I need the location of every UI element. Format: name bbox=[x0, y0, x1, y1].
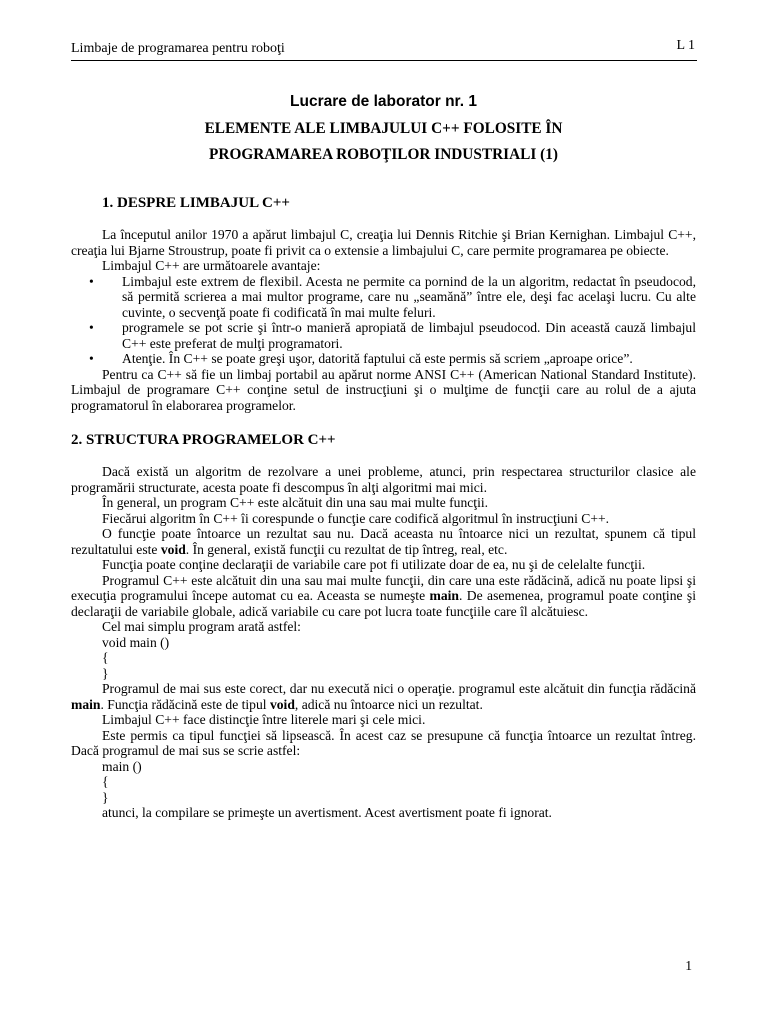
text-run: . De asemenea, programul poate conţine şi declaraţii de variabile globale, adică variabile cu care pot lucra toate funcţiile care îl alcătuiesc. bbox=[71, 588, 696, 619]
keyword-main: main bbox=[429, 588, 459, 603]
text-run: . Funcţia rădăcină este de tipul bbox=[100, 696, 270, 712]
section-2-paragraph-7: Cel mai simplu program arată astfel: bbox=[102, 619, 301, 634]
section-1-heading: 1. DESPRE LIMBAJUL C++ bbox=[102, 195, 290, 211]
code-line: { bbox=[102, 774, 109, 789]
code-line: } bbox=[102, 789, 109, 805]
lab-title: Lucrare de laborator nr. 1 bbox=[290, 93, 477, 110]
text-run: , adică nu întoarce nici un rezultat. bbox=[294, 696, 483, 712]
section-2-paragraph-4 bbox=[71, 526, 696, 557]
list-item bbox=[89, 273, 696, 321]
advantages-list bbox=[71, 274, 696, 367]
main-title-line-2: PROGRAMAREA ROBOŢILOR INDUSTRIALI (1) bbox=[209, 146, 558, 163]
code-line: } bbox=[102, 665, 109, 681]
list-item-text: Limbajul este extrem de flexibil. Acesta ne permite ca pornind de la un algoritm, redactat în pseudocod, să permită scrierea a mai multor programe, care nu „seamănă” între ele, deşi fac acelaşi lucru. Cu alte cuvinte, o secvenţă poate fi codificată în mai multe feluri. bbox=[122, 273, 696, 320]
section-2-paragraph-5: Funcţia poate conţine declaraţii de variabile care pot fi utilizate doar de ea, nu şi de celelalte funcţii. bbox=[102, 557, 646, 572]
code-line: void main () bbox=[102, 634, 170, 650]
page-number: 1 bbox=[685, 958, 692, 973]
main-title-line-1: ELEMENTE ALE LIMBAJULUI C++ FOLOSITE ÎN bbox=[204, 120, 563, 137]
text-run: Programul C++ este alcătuit din una sau mai multe funcţii, din care una este rădăcină, adică nu poate lipsi şi execuţia programului începe automat cu ea. Aceasta se numeşte bbox=[71, 572, 696, 603]
page-header bbox=[71, 40, 697, 61]
keyword-void: void bbox=[160, 541, 186, 557]
section-2-paragraph-8 bbox=[71, 681, 696, 712]
section-2-paragraph-9: Limbajul C++ face distincţie între literele mari şi cele mici. bbox=[102, 712, 426, 727]
document-body bbox=[71, 92, 696, 821]
header-lab-code: L 1 bbox=[676, 38, 695, 53]
section-2-paragraph-11: atunci, la compilare se primeşte un avertisment. Acest avertisment poate fi ignorat. bbox=[102, 805, 552, 820]
main-title bbox=[71, 116, 696, 168]
list-item-text: Atenţie. În C++ se poate greşi uşor, datorită faptului că este permis să scriem „aproape orice”. bbox=[122, 351, 633, 366]
keyword-void: void bbox=[269, 696, 295, 712]
section-2-heading: 2. STRUCTURA PROGRAMELOR C++ bbox=[71, 432, 336, 448]
keyword-main: main bbox=[71, 696, 101, 712]
section-2-paragraph-1: Dacă există un algoritm de rezolvare a unei probleme, atunci, prin respectarea structurilor clasice ale programării structurate, acesta poate fi descompus în alţi algoritmi mai mici. bbox=[71, 464, 696, 495]
text-run: . În general, există funcţii cu rezultat de tip întreg, real, etc. bbox=[185, 541, 508, 557]
code-line: { bbox=[102, 650, 109, 665]
list-item-text: programele se pot scrie şi într-o manieră apropiată de limbajul pseudocod. Din această cauză limbajul C++ este preferat de mulţi programatori. bbox=[122, 320, 696, 351]
text-run: O funcţie poate întoarce un rezultat sau nu. Dacă aceasta nu întoarce nici un rezultat, spunem că tipul rezultatului este bbox=[71, 526, 696, 557]
section-2-paragraph-6 bbox=[71, 573, 696, 620]
bullet-icon: • bbox=[89, 351, 94, 366]
code-line: main () bbox=[102, 758, 142, 774]
section-1-paragraph-1: La începutul anilor 1970 a apărut limbajul C, creaţia lui Dennis Ritchie şi Brian Kernighan. Limbajul C++, creaţia lui Bjarne Stroustrup, poate fi privit ca o extensie a limbajului C, care permite programarea pe obiecte. bbox=[71, 227, 696, 258]
section-2-paragraph-3: Fiecărui algoritm în C++ îi corespunde o funcţie care codifică algoritmul în instrucţiuni C++. bbox=[102, 510, 610, 526]
bullet-icon: • bbox=[89, 320, 94, 335]
section-1-paragraph-2: Limbajul C++ are următoarele avantaje: bbox=[102, 258, 321, 273]
code-example-2 bbox=[71, 759, 696, 806]
header-course-title: Limbaje de programarea pentru roboţi bbox=[71, 41, 285, 56]
list-item bbox=[89, 351, 696, 367]
section-2-paragraph-2: În general, un program C++ este alcătuit din una sau mai multe funcţii. bbox=[102, 495, 489, 510]
list-item bbox=[89, 320, 696, 351]
section-1-paragraph-3: Pentru ca C++ să fie un limbaj portabil au apărut norme ANSI C++ (American National Standard Institute). Limbajul de programare C++ conţine setul de instrucţiuni şi o mulţime de funcţii care au rolul de a ajuta programatorul în elaborarea programelor. bbox=[71, 366, 696, 413]
code-example-1 bbox=[71, 635, 696, 682]
text-run: Programul de mai sus este corect, dar nu execută nici o operaţie. programul este alcătuit din funcţia rădăcină bbox=[102, 681, 696, 696]
bullet-icon: • bbox=[89, 273, 94, 289]
section-2-paragraph-10: Este permis ca tipul funcţiei să lipsească. În acest caz se presupune că funcţia întoarce un rezultat întreg. Dacă programul de mai sus se scrie astfel: bbox=[71, 727, 696, 758]
